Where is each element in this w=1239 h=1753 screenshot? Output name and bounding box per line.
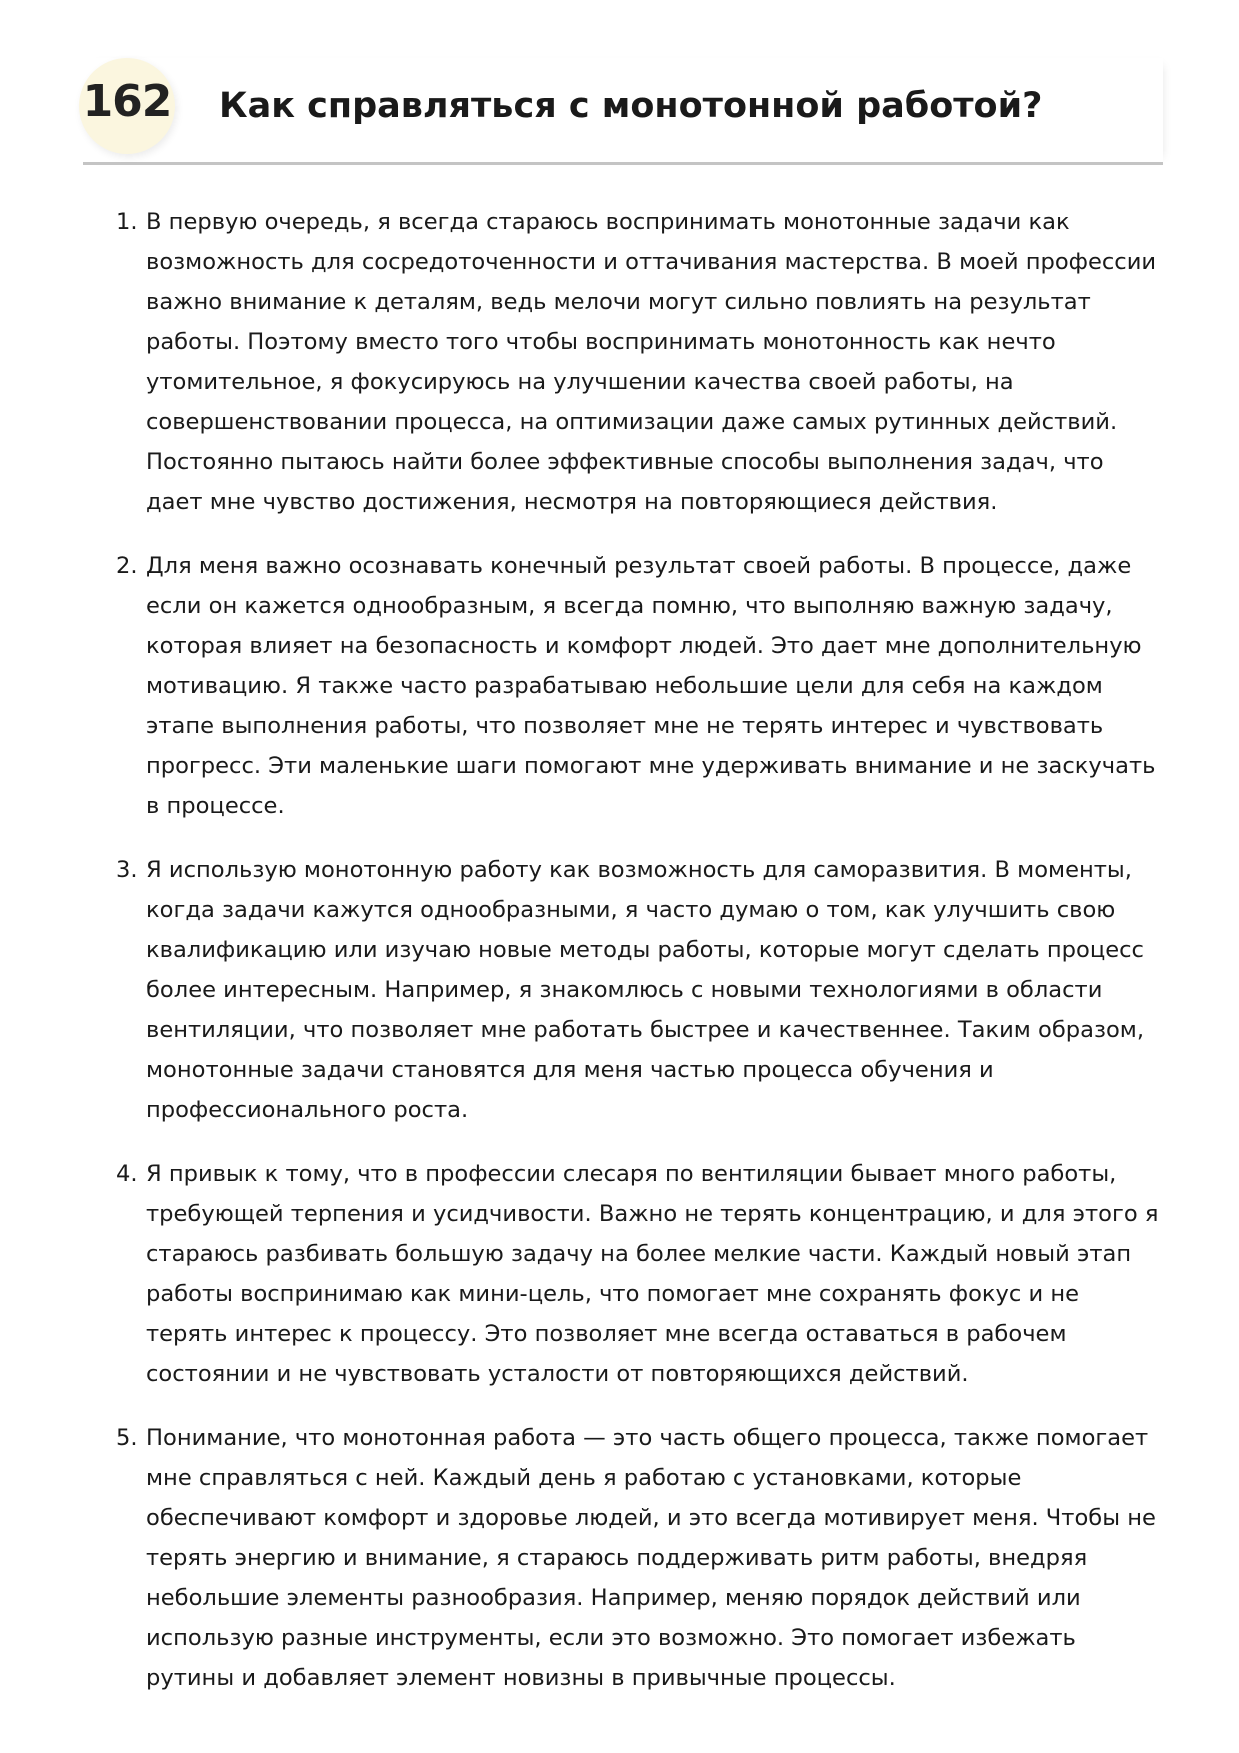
question-number: 162 (82, 76, 172, 127)
answer-text: Я использую монотонную работу как возможность для саморазвития. В моменты, когда задачи кажутся однообразными, я часто думаю о том, как улучшить свою квалификацию или изучаю новые методы работы, которые могут сделать процесс более интересным. Например, я знакомлюсь с новыми технологиями в области вентиляции, что позволяет мне работать быстрее и качественнее. Таким образом, монотонные задачи становятся для меня частью процесса обучения и профессионального роста. (146, 857, 1145, 1123)
answer-text: Понимание, что монотонная работа — это часть общего процесса, также помогает мне справляться с ней. Каждый день я работаю с установками, которые обеспечивают комфорт и здоровье людей, и это всегда мотивирует меня. Чтобы не терять энергию и внимание, я стараюсь поддерживать ритм работы, внедряя небольшие элементы разнообразия. Например, меняю порядок действий или использую разные инструменты, если это возможно. Это помогает избежать рутины и добавляет элемент новизны в привычные процессы. (146, 1425, 1156, 1691)
answer-text: Для меня важно осознавать конечный результат своей работы. В процессе, даже если он кажется однообразным, я всегда помню, что выполняю важную задачу, которая влияет на безопасность и комфорт людей. Это дает мне дополнительную мотивацию. Я также часто разрабатываю небольшие цели для себя на каждом этапе выполнения работы, что позволяет мне не терять интерес и чувствовать прогресс. Эти маленькие шаги помогают мне удерживать внимание и не заскучать в процессе. (146, 553, 1156, 819)
answer-list (112, 202, 1162, 1722)
answer-text: В первую очередь, я всегда стараюсь воспринимать монотонные задачи как возможность для сосредоточенности и оттачивания мастерства. В моей профессии важно внимание к деталям, ведь мелочи могут сильно повлиять на результат работы. Поэтому вместо того чтобы воспринимать монотонность как нечто утомительное, я фокусируюсь на улучшении качества своей работы, на совершенствовании процесса, на оптимизации даже самых рутинных действий. Постоянно пытаюсь найти более эффективные способы выполнения задач, что дает мне чувство достижения, несмотря на повторяющиеся действия. (146, 209, 1157, 515)
question-number-badge (79, 58, 175, 154)
answer-item-1 (112, 202, 1162, 522)
question-header (83, 58, 1163, 165)
question-title: Как справляться с монотонной работой? (219, 86, 1043, 126)
answer-marker: 2. (116, 553, 138, 579)
answer-marker: 4. (116, 1161, 138, 1187)
answer-item-2 (112, 546, 1162, 826)
answer-marker: 5. (116, 1425, 138, 1451)
answer-text: Я привык к тому, что в профессии слесаря по вентиляции бывает много работы, требующей терпения и усидчивости. Важно не терять концентрацию, и для этого я стараюсь разбивать большую задачу на более мелкие части. Каждый новый этап работы воспринимаю как мини-цель, что помогает мне сохранять фокус и не терять интерес к процессу. Это позволяет мне всегда оставаться в рабочем состоянии и не чувствовать усталости от повторяющихся действий. (146, 1161, 1159, 1387)
answer-item-3 (112, 850, 1162, 1130)
answer-marker: 1. (116, 209, 138, 235)
answer-marker: 3. (116, 857, 138, 883)
answer-item-4 (112, 1154, 1162, 1394)
answer-item-5 (112, 1418, 1162, 1698)
